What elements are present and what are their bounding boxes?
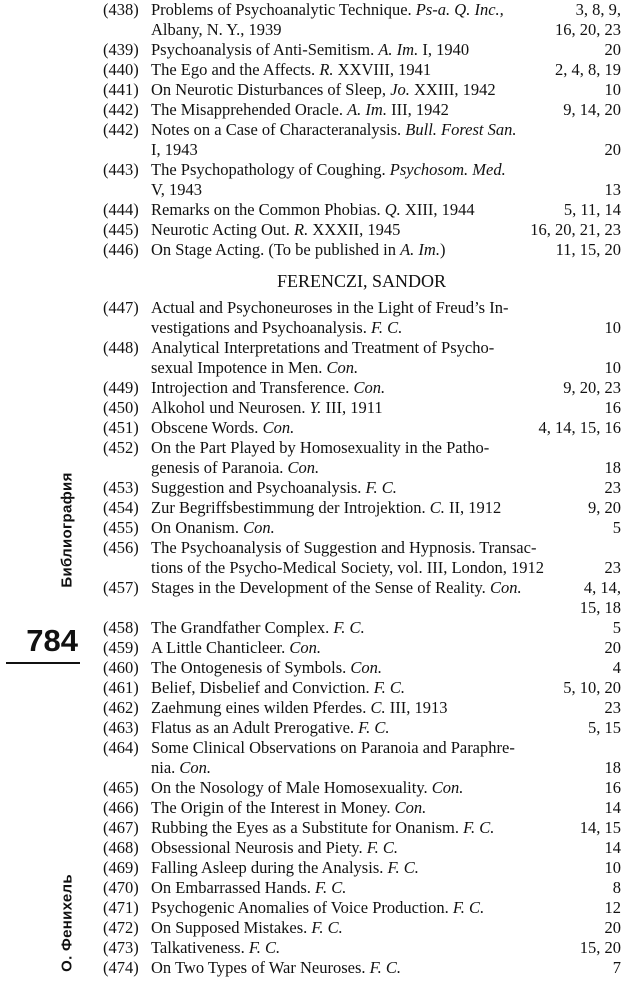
entry-number: (474) (103, 958, 139, 977)
journal-abbreviation: F. C. (370, 318, 403, 337)
entry-number: (473) (103, 938, 139, 957)
chapter-references: 18 (604, 758, 621, 777)
journal-abbreviation: F. C. (315, 878, 347, 897)
chapter-references: 10 (604, 318, 621, 337)
bibliography-entry-line (103, 200, 623, 220)
entry-text-segment: tions of the Psycho-Medical Society, vol. III, London, 1912 (151, 558, 545, 577)
journal-abbreviation: C. (429, 498, 445, 517)
entry-text-segment: Introjection and Transference. (151, 378, 354, 397)
bibliography-entry-line (103, 958, 623, 978)
journal-abbreviation: R. (319, 60, 334, 79)
entry-text (151, 200, 475, 220)
entry-text (151, 698, 447, 718)
entry-number: (450) (103, 398, 139, 417)
journal-abbreviation: Bull. Forest San. (405, 120, 517, 139)
entry-number: (459) (103, 638, 139, 657)
bibliography-entry-line (103, 538, 623, 558)
entry-text-segment: genesis of Paranoia. (151, 458, 288, 477)
chapter-references: 7 (612, 958, 621, 977)
entry-text (151, 438, 489, 458)
journal-abbreviation: Con. (353, 378, 386, 397)
entry-text (151, 40, 469, 60)
page-number: 784 (26, 623, 78, 658)
entry-text (151, 918, 343, 938)
journal-abbreviation: Q. (384, 200, 401, 219)
journal-abbreviation: F. C. (333, 618, 365, 637)
bibliography-entry-line (103, 478, 623, 498)
bibliography-entry-line (103, 40, 623, 60)
entry-number: (469) (103, 858, 139, 877)
entry-text-segment: Obscene Words. (151, 418, 263, 437)
entry-text (151, 758, 211, 778)
entry-text-segment: XXVIII, 1941 (333, 60, 432, 79)
entry-text-segment: Falling Asleep during the Analysis. (151, 858, 388, 877)
bibliography-continuation-line (103, 180, 623, 200)
journal-abbreviation: Y. (309, 398, 322, 417)
entry-text (151, 538, 536, 558)
entry-text (151, 0, 504, 20)
entry-text (151, 160, 506, 180)
entry-text (151, 838, 398, 858)
entry-number: (445) (103, 220, 139, 239)
chapter-references: 5 (612, 518, 621, 537)
chapter-references: 20 (604, 918, 621, 937)
bibliography-continuation-line (103, 758, 623, 778)
chapter-references: 5, 10, 20 (563, 678, 621, 697)
entry-text (151, 898, 484, 918)
entry-number: (458) (103, 618, 139, 637)
bibliography-entry-line (103, 0, 623, 20)
entry-text (151, 358, 358, 378)
entry-number: (455) (103, 518, 139, 537)
bibliography-entry-line (103, 100, 623, 120)
chapter-references: 18 (604, 458, 621, 477)
entry-text (151, 558, 544, 578)
entry-text (151, 120, 517, 140)
entry-number: (453) (103, 478, 139, 497)
entry-number: (449) (103, 378, 139, 397)
bibliography-entry-line (103, 160, 623, 180)
entry-text-segment: XXXII, 1945 (308, 220, 401, 239)
entry-text-segment: On Neurotic Disturbances of Sleep, (151, 80, 391, 99)
entry-text-segment: Neurotic Acting Out. (151, 220, 294, 239)
entry-text-segment: Some Clinical Observations on Paranoia and Paraphre- (151, 738, 515, 757)
bibliography-continuation-line (103, 140, 623, 160)
entry-number: (468) (103, 838, 139, 857)
chapter-references: 20 (604, 40, 621, 59)
author-text: О. Фенихель (58, 874, 76, 972)
entry-text (151, 578, 522, 598)
entry-text-segment: On Supposed Mistakes. (151, 918, 312, 937)
entry-number: (471) (103, 898, 139, 917)
chapter-references: 10 (604, 858, 621, 877)
chapter-references: 23 (604, 558, 621, 577)
journal-abbreviation: Con. (394, 798, 427, 817)
entry-text-segment: The Psychoanalysis of Suggestion and Hypnosis. Transac- (151, 538, 537, 557)
journal-abbreviation: Ps-a. Q. Inc., (415, 0, 504, 19)
bibliography-entry-line (103, 798, 623, 818)
entry-text-segment: On the Nosology of Male Homosexuality. (151, 778, 432, 797)
entry-text (151, 338, 494, 358)
entry-text (151, 818, 494, 838)
entry-text-segment: Albany, N. Y., 1939 (151, 20, 282, 39)
entry-number: (461) (103, 678, 139, 697)
journal-abbreviation: Con. (287, 458, 320, 477)
bibliography-list-ferenczi (103, 298, 623, 978)
entry-text-segment: Belief, Disbelief and Conviction. (151, 678, 374, 697)
entry-text-segment: On Stage Acting. (To be published in (151, 240, 401, 259)
journal-abbreviation: F. C. (248, 938, 281, 957)
bibliography-entry-line (103, 858, 623, 878)
entry-text (151, 618, 365, 638)
entry-text-segment: The Psychopathology of Coughing. (151, 160, 390, 179)
author-heading: FERENCZI, SANDOR (276, 271, 446, 291)
journal-abbreviation: Con. (431, 778, 464, 797)
entry-text (151, 100, 449, 120)
chapter-references: 11, 15, 20 (555, 240, 621, 259)
entry-text (151, 778, 463, 798)
journal-abbreviation: F. C. (373, 678, 406, 697)
journal-abbreviation: F. C. (463, 818, 495, 837)
journal-abbreviation: C. (370, 698, 386, 717)
entry-text (151, 458, 319, 478)
entry-number: (466) (103, 798, 139, 817)
bibliography-entry-line (103, 498, 623, 518)
bibliography-entry-line (103, 618, 623, 638)
chapter-references: 20 (604, 140, 621, 159)
entry-text-segment: II, 1912 (444, 498, 502, 517)
journal-abbreviation: A. Im. (400, 240, 440, 259)
running-author (56, 858, 78, 988)
entry-text (151, 398, 383, 418)
entry-number: (464) (103, 738, 139, 757)
bibliography-continuation-line (103, 358, 623, 378)
chapter-references: 9, 20, 23 (563, 378, 621, 397)
entry-text (151, 858, 419, 878)
entry-text-segment: A Little Chanticleer. (151, 638, 290, 657)
bibliography-entry-line (103, 60, 623, 80)
journal-abbreviation: Psychosom. Med. (389, 160, 506, 179)
entry-text (151, 478, 397, 498)
chapter-references: 23 (604, 478, 621, 497)
running-section-title (56, 445, 78, 615)
chapter-references: 16 (604, 398, 621, 417)
entry-text (151, 180, 202, 200)
entry-text-segment: The Misapprehended Oracle. (151, 100, 348, 119)
entry-text-segment: III, 1913 (385, 698, 448, 717)
entry-text-segment: On the Part Played by Homosexuality in the Patho- (151, 438, 490, 457)
chapter-references: 9, 14, 20 (563, 100, 621, 119)
chapter-references: 9, 20 (588, 498, 621, 517)
entry-text-segment: Obsessional Neurosis and Piety. (151, 838, 367, 857)
entry-text-segment: sexual Impotence in Men. (151, 358, 327, 377)
entry-number: (460) (103, 658, 139, 677)
bibliography-entry-line (103, 578, 623, 598)
bibliography-entry-line (103, 378, 623, 398)
bibliography-entry-line (103, 80, 623, 100)
chapter-references: 8 (612, 878, 621, 897)
bibliography-entry-line (103, 240, 623, 260)
entry-text-segment: Zaehmung eines wilden Pferdes. (151, 698, 371, 717)
bibliography-continuation-line (103, 558, 623, 578)
entry-text-segment: The Origin of the Interest in Money. (151, 798, 395, 817)
entry-number: (439) (103, 40, 139, 59)
page-number-rule (6, 662, 80, 664)
bibliography-continuation-line (103, 598, 623, 618)
journal-abbreviation: F. C. (369, 958, 401, 977)
bibliography-entry-line (103, 638, 623, 658)
chapter-references: 15, 18 (579, 598, 621, 617)
entry-number: (465) (103, 778, 139, 797)
bibliography-entry-line (103, 878, 623, 898)
entry-text-segment: ) (439, 240, 446, 259)
chapter-references: 16, 20, 21, 23 (530, 220, 621, 239)
entry-number: (446) (103, 240, 139, 259)
entry-number: (452) (103, 438, 139, 457)
bibliography-entry-line (103, 418, 623, 438)
entry-text-segment: Rubbing the Eyes as a Substitute for Onanism. (151, 818, 464, 837)
chapter-references: 2, 4, 8, 19 (555, 60, 621, 79)
bibliography-entry-line (103, 738, 623, 758)
entry-text (151, 378, 385, 398)
entry-text-segment: XXIII, 1942 (409, 80, 496, 99)
chapter-references: 4, 14, (583, 578, 621, 597)
section-title-text: Библиография (58, 472, 76, 588)
chapter-references: 10 (604, 80, 621, 99)
chapter-references: 4, 14, 15, 16 (538, 418, 621, 437)
bibliography-entry-line (103, 438, 623, 458)
entry-number: (470) (103, 878, 139, 897)
bibliography-entry-line (103, 398, 623, 418)
entry-text-segment: On Embarrassed Hands. (151, 878, 316, 897)
chapter-references: 20 (604, 638, 621, 657)
journal-abbreviation: F. C. (387, 858, 419, 877)
entry-text-segment: On Two Types of War Neuroses. (151, 958, 370, 977)
entry-text (151, 220, 400, 240)
entry-text-segment: Problems of Psychoanalytic Technique. (151, 0, 416, 19)
journal-abbreviation: F. C. (311, 918, 343, 937)
journal-abbreviation: Con. (489, 578, 522, 597)
entry-text (151, 878, 346, 898)
entry-text-segment: Talkativeness. (151, 938, 249, 957)
bibliography-continuation-line (103, 20, 623, 40)
journal-abbreviation: F. C. (358, 718, 390, 737)
entry-text-segment: Alkohol und Neurosen. (151, 398, 310, 417)
entry-text-segment: Actual and Psychoneuroses in the Light of Freud’s In- (151, 298, 509, 317)
entry-text (151, 20, 281, 40)
journal-abbreviation: Jo. (390, 80, 410, 99)
entry-number: (451) (103, 418, 139, 437)
entry-text (151, 80, 496, 100)
bibliography-entry-line (103, 698, 623, 718)
entry-text-segment: The Ontogenesis of Symbols. (151, 658, 351, 677)
entry-number: (467) (103, 818, 139, 837)
bibliography-entry-line (103, 220, 623, 240)
entry-number: (443) (103, 160, 139, 179)
journal-abbreviation: Con. (289, 638, 322, 657)
entry-text-segment: Analytical Interpretations and Treatment of Psycho- (151, 338, 495, 357)
journal-abbreviation: F. C. (366, 838, 399, 857)
journal-abbreviation: Con. (262, 418, 295, 437)
entry-number: (463) (103, 718, 139, 737)
chapter-references: 5 (612, 618, 621, 637)
entry-number: (438) (103, 0, 139, 19)
entry-text (151, 658, 382, 678)
entry-text-segment: Psychogenic Anomalies of Voice Production. (151, 898, 453, 917)
bibliography-continuation-line (103, 318, 623, 338)
entry-number: (448) (103, 338, 139, 357)
entry-number: (462) (103, 698, 139, 717)
entry-number: (457) (103, 578, 139, 597)
chapter-references: 4 (612, 658, 621, 677)
chapter-references: 13 (604, 180, 621, 199)
entry-text (151, 418, 294, 438)
entry-number: (441) (103, 80, 139, 99)
entry-text (151, 938, 280, 958)
entry-text-segment: III, 1942 (386, 100, 449, 119)
chapter-references: 16, 20, 23 (555, 20, 621, 39)
bibliography-entry-line (103, 938, 623, 958)
chapter-references: 10 (604, 358, 621, 377)
entry-number: (472) (103, 918, 139, 937)
journal-abbreviation: F. C. (365, 478, 397, 497)
chapter-references: 5, 15 (588, 718, 621, 737)
entry-text-segment: Flatus as an Adult Prerogative. (151, 718, 359, 737)
entry-text (151, 678, 405, 698)
entry-text (151, 298, 508, 318)
bibliography-entry-line (103, 678, 623, 698)
entry-text-segment: vestigations and Psychoanalysis. (151, 318, 371, 337)
bibliography-entry-line (103, 838, 623, 858)
entry-text-segment: III, 1911 (321, 398, 383, 417)
chapter-references: 16 (604, 778, 621, 797)
entry-text (151, 738, 515, 758)
bibliography-entry-line (103, 718, 623, 738)
entry-number: (442) (103, 120, 139, 139)
entry-number: (454) (103, 498, 139, 517)
bibliography-entry-line (103, 918, 623, 938)
entry-text (151, 518, 275, 538)
bibliography-entry-line (103, 298, 623, 318)
journal-abbreviation: A. Im. (378, 40, 419, 59)
entry-text (151, 140, 198, 160)
chapter-references: 14 (604, 798, 621, 817)
journal-abbreviation: Con. (243, 518, 275, 537)
chapter-references: 15, 20 (579, 938, 621, 957)
entry-text (151, 498, 501, 518)
entry-number: (456) (103, 538, 139, 557)
bibliography-continuation-line (103, 458, 623, 478)
bibliography-entry-line (103, 338, 623, 358)
entry-text-segment: Remarks on the Common Phobias. (151, 200, 385, 219)
entry-text (151, 798, 426, 818)
entry-number: (442) (103, 100, 139, 119)
bibliography-entry-line (103, 518, 623, 538)
entry-text-segment: On Onanism. (151, 518, 244, 537)
bibliography-entry-line (103, 658, 623, 678)
entry-text-segment: I, 1943 (151, 140, 198, 159)
entry-text (151, 958, 401, 978)
bibliography-entry-line (103, 120, 623, 140)
bibliography-entry-line (103, 898, 623, 918)
entry-text-segment: nia. (151, 758, 180, 777)
chapter-references: 14, 15 (579, 818, 621, 837)
chapter-references: 14 (604, 838, 621, 857)
entry-number: (444) (103, 200, 139, 219)
bibliography-entry-line (103, 818, 623, 838)
journal-abbreviation: R. (293, 220, 309, 239)
journal-abbreviation: A. Im. (347, 100, 387, 119)
entry-text-segment: V, 1943 (151, 180, 203, 199)
entry-number: (440) (103, 60, 139, 79)
chapter-references: 3, 8, 9, (575, 0, 621, 19)
entry-text (151, 638, 321, 658)
entry-text-segment: Psychoanalysis of Anti-Semitism. (151, 40, 379, 59)
entry-text-segment: Suggestion and Psychoanalysis. (151, 478, 366, 497)
journal-abbreviation: Con. (179, 758, 212, 777)
entry-text (151, 318, 402, 338)
entry-text (151, 718, 389, 738)
journal-abbreviation: F. C. (452, 898, 485, 917)
chapter-references: 23 (604, 698, 621, 717)
journal-abbreviation: Con. (326, 358, 359, 377)
bibliography-list-top (103, 0, 623, 260)
entry-text (151, 60, 431, 80)
journal-abbreviation: Con. (350, 658, 383, 677)
chapter-references: 12 (604, 898, 621, 917)
entry-text-segment: Notes on a Case of Characteranalysis. (151, 120, 406, 139)
entry-text (151, 240, 445, 260)
entry-text-segment: The Grandfather Complex. (151, 618, 334, 637)
entry-number: (447) (103, 298, 139, 317)
bibliography-entry-line (103, 778, 623, 798)
entry-text-segment: Stages in the Development of the Sense of Reality. (151, 578, 490, 597)
entry-text-segment: Zur Begriffsbestimmung der Introjektion. (151, 498, 430, 517)
entry-text-segment: XIII, 1944 (400, 200, 475, 219)
entry-text-segment: The Ego and the Affects. (151, 60, 320, 79)
chapter-references: 5, 11, 14 (563, 200, 621, 219)
entry-text-segment: I, 1940 (418, 40, 470, 59)
